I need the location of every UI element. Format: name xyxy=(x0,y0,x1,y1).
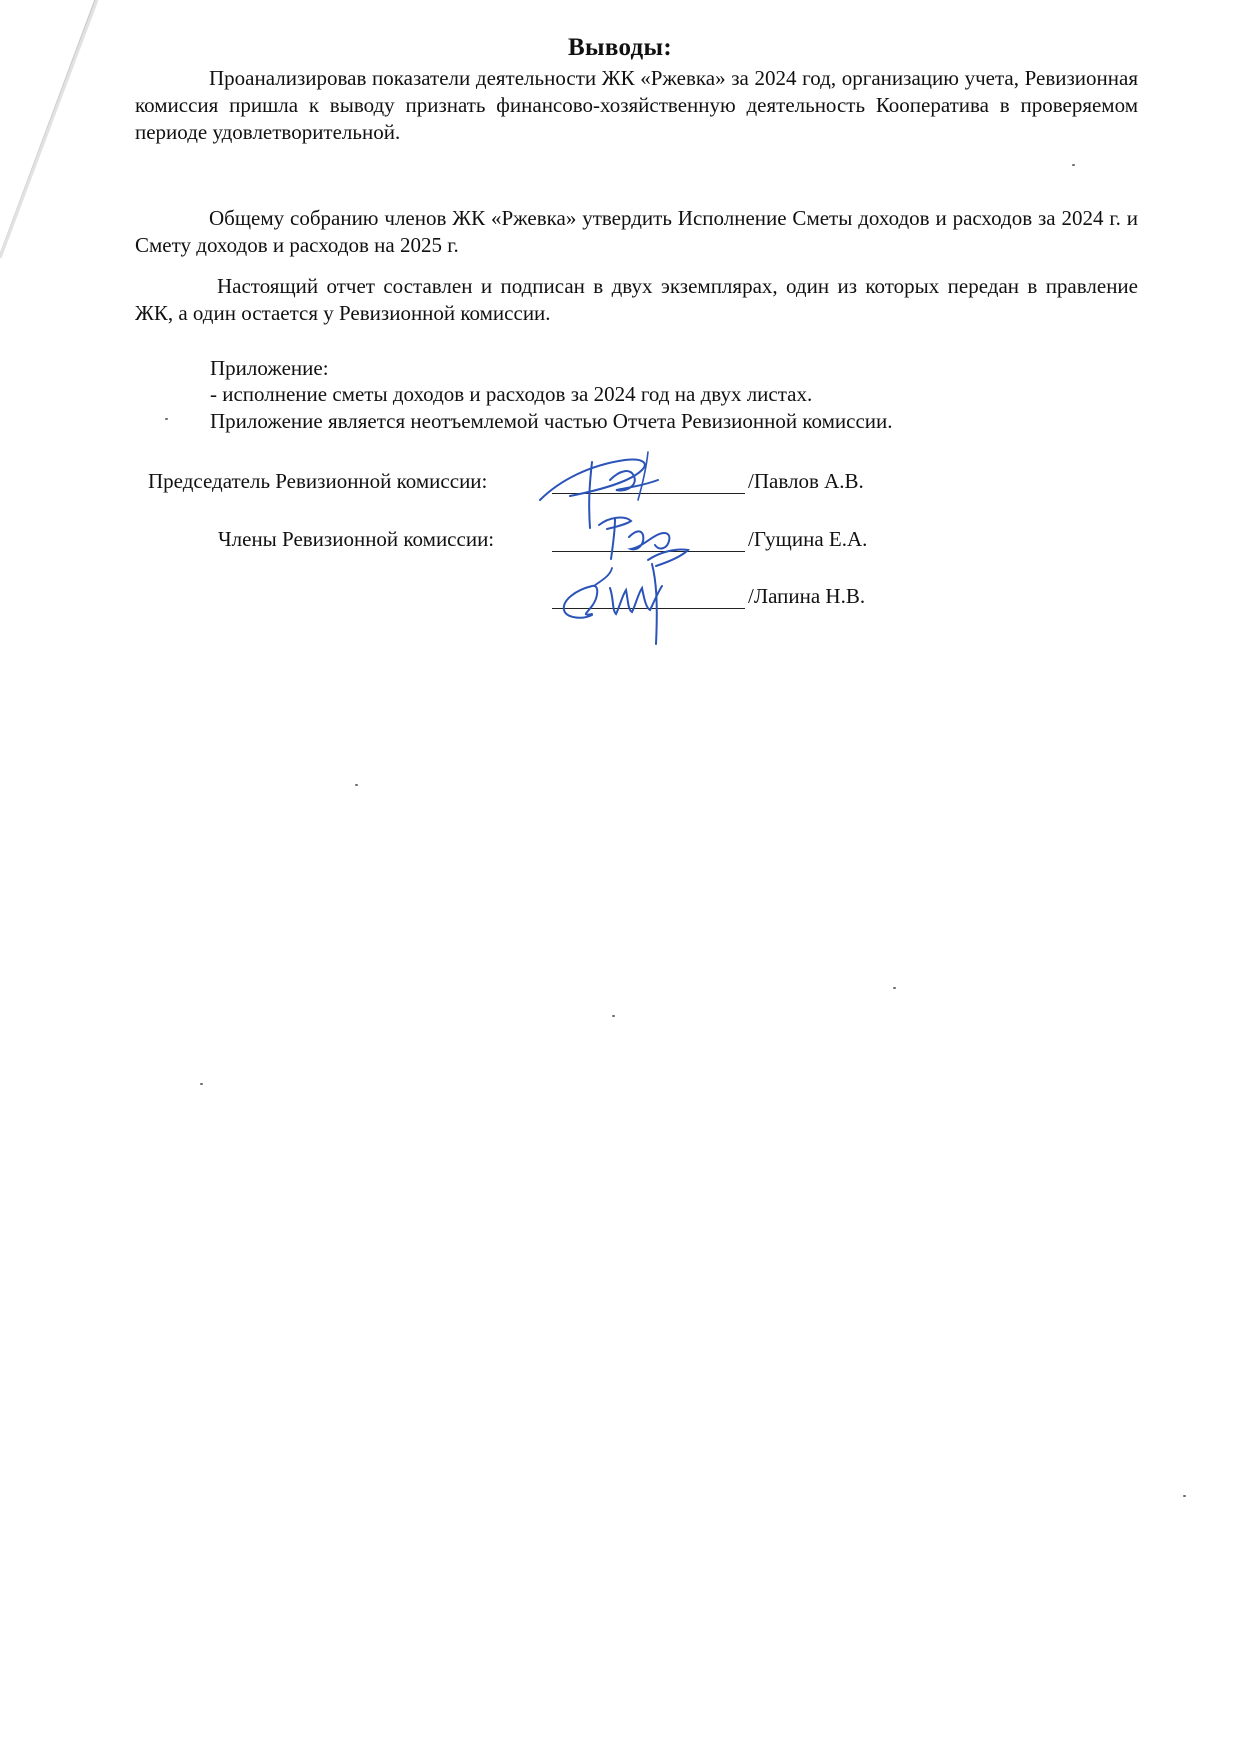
document-heading: Выводы: xyxy=(568,34,672,61)
approval-paragraph: Общему собранию членов ЖК «Ржевка» утвердить Исполнение Сметы доходов и расходов за 2024 г. и Смету доходов и расходов на 2025 г. xyxy=(135,206,1138,257)
appendix-item: - исполнение сметы доходов и расходов за 2024 год на двух листах. xyxy=(210,382,813,406)
scan-speck xyxy=(893,987,896,989)
scan-speck xyxy=(200,1083,203,1085)
member2-signature-line xyxy=(552,608,745,609)
scan-speck xyxy=(1072,164,1075,166)
members-label: Члены Ревизионной комиссии: xyxy=(218,527,495,551)
scan-speck xyxy=(1183,1495,1186,1497)
chair-label: Председатель Ревизионной комиссии: xyxy=(148,469,488,493)
conclusion-paragraph: Проанализировав показатели деятельности ЖК «Ржевка» за 2024 год, организацию учета, Ревизионная комиссия пришла к выводу признать финансово-хозяйственную деятельность Кооператива в проверяемом периоде удовлетворительной. xyxy=(135,66,1138,144)
scan-speck xyxy=(165,418,168,420)
member1-signature-line xyxy=(552,551,745,552)
chair-signature-line xyxy=(552,493,745,494)
member1-signature-row xyxy=(0,526,1240,556)
copies-paragraph: Настоящий отчет составлен и подписан в двух экземплярах, один из которых передан в правление ЖК, а один остается у Ревизионной комиссии. xyxy=(135,274,1138,325)
member2-name: /Лапина Н.В. xyxy=(748,584,866,608)
appendix-title: Приложение: xyxy=(210,356,329,380)
member2-signature-row xyxy=(0,583,1240,613)
scan-speck xyxy=(355,784,358,786)
appendix-note: Приложение является неотъемлемой частью Отчета Ревизионной комиссии. xyxy=(210,409,893,433)
member1-name: /Гущина Е.А. xyxy=(748,527,868,551)
scan-speck xyxy=(612,1015,615,1017)
chair-signature-row xyxy=(0,468,1240,498)
chair-name: /Павлов А.В. xyxy=(748,469,864,493)
